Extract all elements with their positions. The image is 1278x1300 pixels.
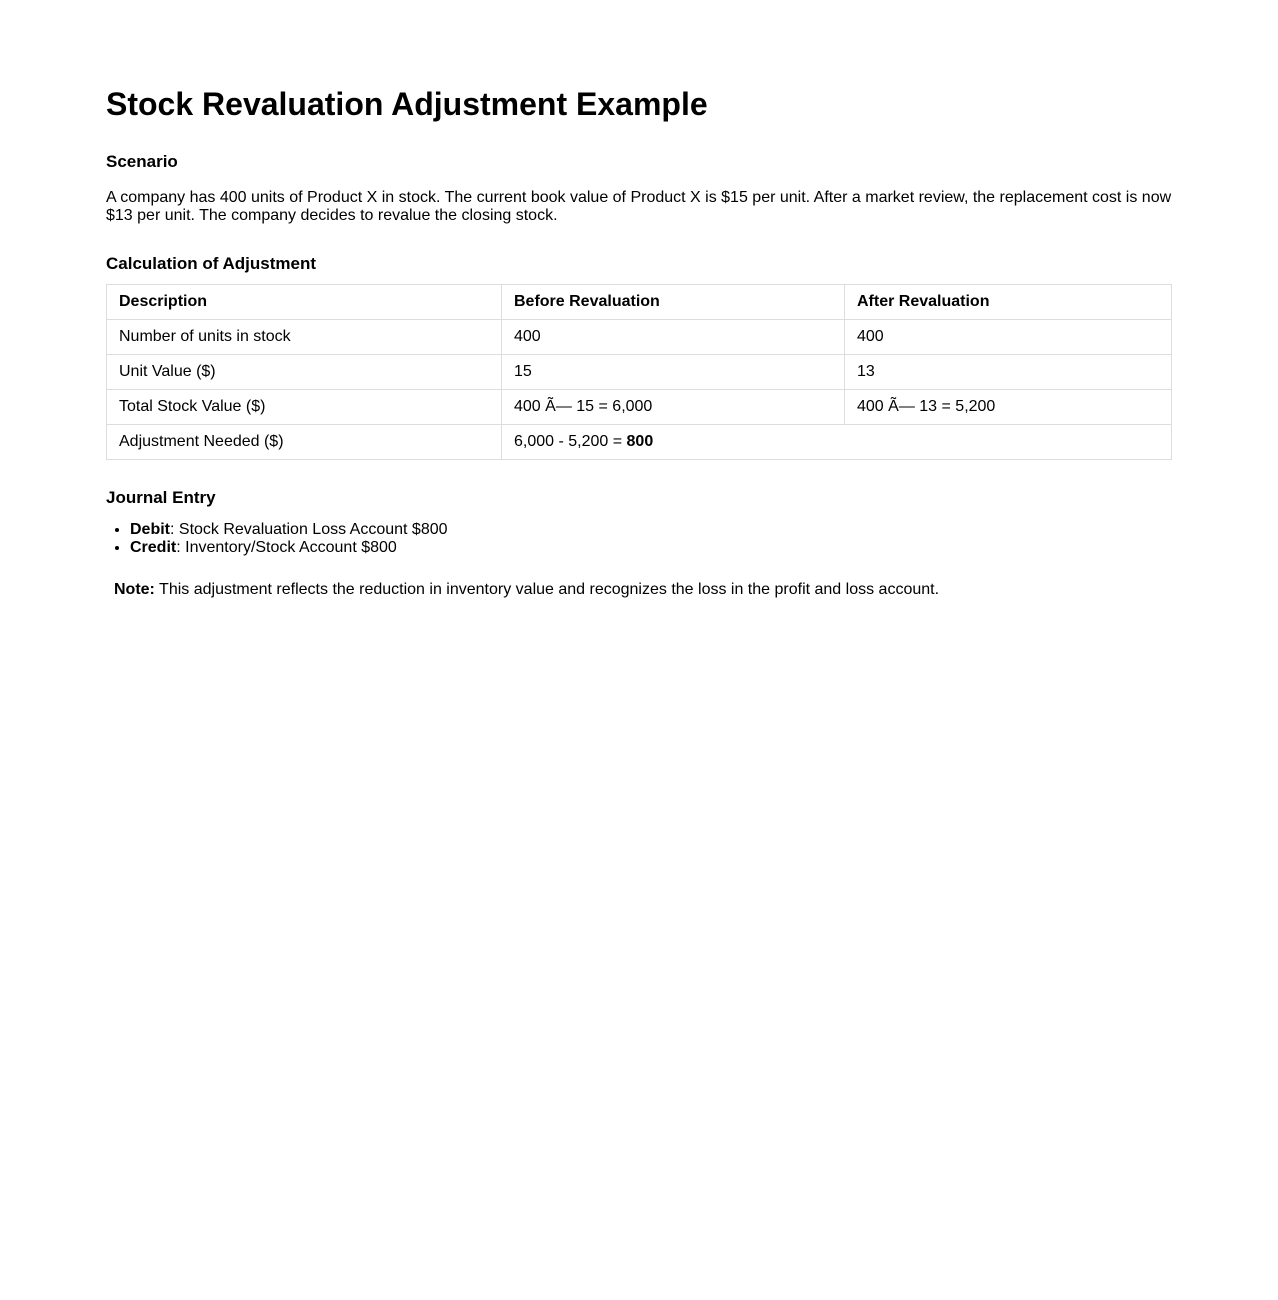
note-text: This adjustment reflects the reduction in inventory value and recognizes the loss in the profit and loss account.: [154, 581, 940, 598]
table-header-row: [107, 285, 1172, 320]
table-cell: Number of units in stock: [107, 320, 502, 355]
journal-entry-debit: [130, 521, 448, 539]
table-cell: 13: [845, 355, 1172, 390]
journal-entry-list: [106, 521, 448, 557]
scenario-paragraph: A company has 400 units of Product X in stock. The current book value of Product X is $15 per unit. After a market review, the replacement cost is now $13 per unit. The company decides to revalue the closing stock.: [106, 189, 1172, 224]
table-cell: 400: [845, 320, 1172, 355]
table-cell: Unit Value ($): [107, 355, 502, 390]
adjustment-formula: 6,000 - 5,200 =: [514, 433, 627, 450]
journal-heading: Journal Entry: [106, 488, 216, 507]
journal-entry-credit: [130, 539, 448, 557]
table-row: [107, 355, 1172, 390]
column-header-after: After Revaluation: [845, 285, 1172, 320]
table-cell: 400 Ã— 15 = 6,000: [502, 390, 845, 425]
table-cell: 400: [502, 320, 845, 355]
adjustment-value-cell: [502, 425, 1172, 460]
table-cell: 400 Ã— 13 = 5,200: [845, 390, 1172, 425]
adjustment-result: 800: [626, 433, 654, 450]
entry-text: : Stock Revaluation Loss Account $800: [170, 521, 448, 538]
table-row: [107, 320, 1172, 355]
entry-type-label: Debit: [130, 521, 170, 538]
page-title: Stock Revaluation Adjustment Example: [106, 86, 708, 122]
entry-text: : Inventory/Stock Account $800: [176, 539, 397, 556]
column-header-before: Before Revaluation: [502, 285, 845, 320]
entry-type-label: Credit: [130, 539, 177, 556]
adjustment-label: Adjustment Needed ($): [107, 425, 502, 460]
scenario-heading: Scenario: [106, 152, 178, 171]
column-header-description: Description: [107, 285, 502, 320]
calculation-heading: Calculation of Adjustment: [106, 254, 316, 273]
calculation-table: [106, 284, 1172, 460]
note-label: Note:: [114, 581, 155, 598]
table-cell: Total Stock Value ($): [107, 390, 502, 425]
table-row: [107, 390, 1172, 425]
note-paragraph: [114, 581, 939, 599]
adjustment-row: [107, 425, 1172, 460]
table-cell: 15: [502, 355, 845, 390]
